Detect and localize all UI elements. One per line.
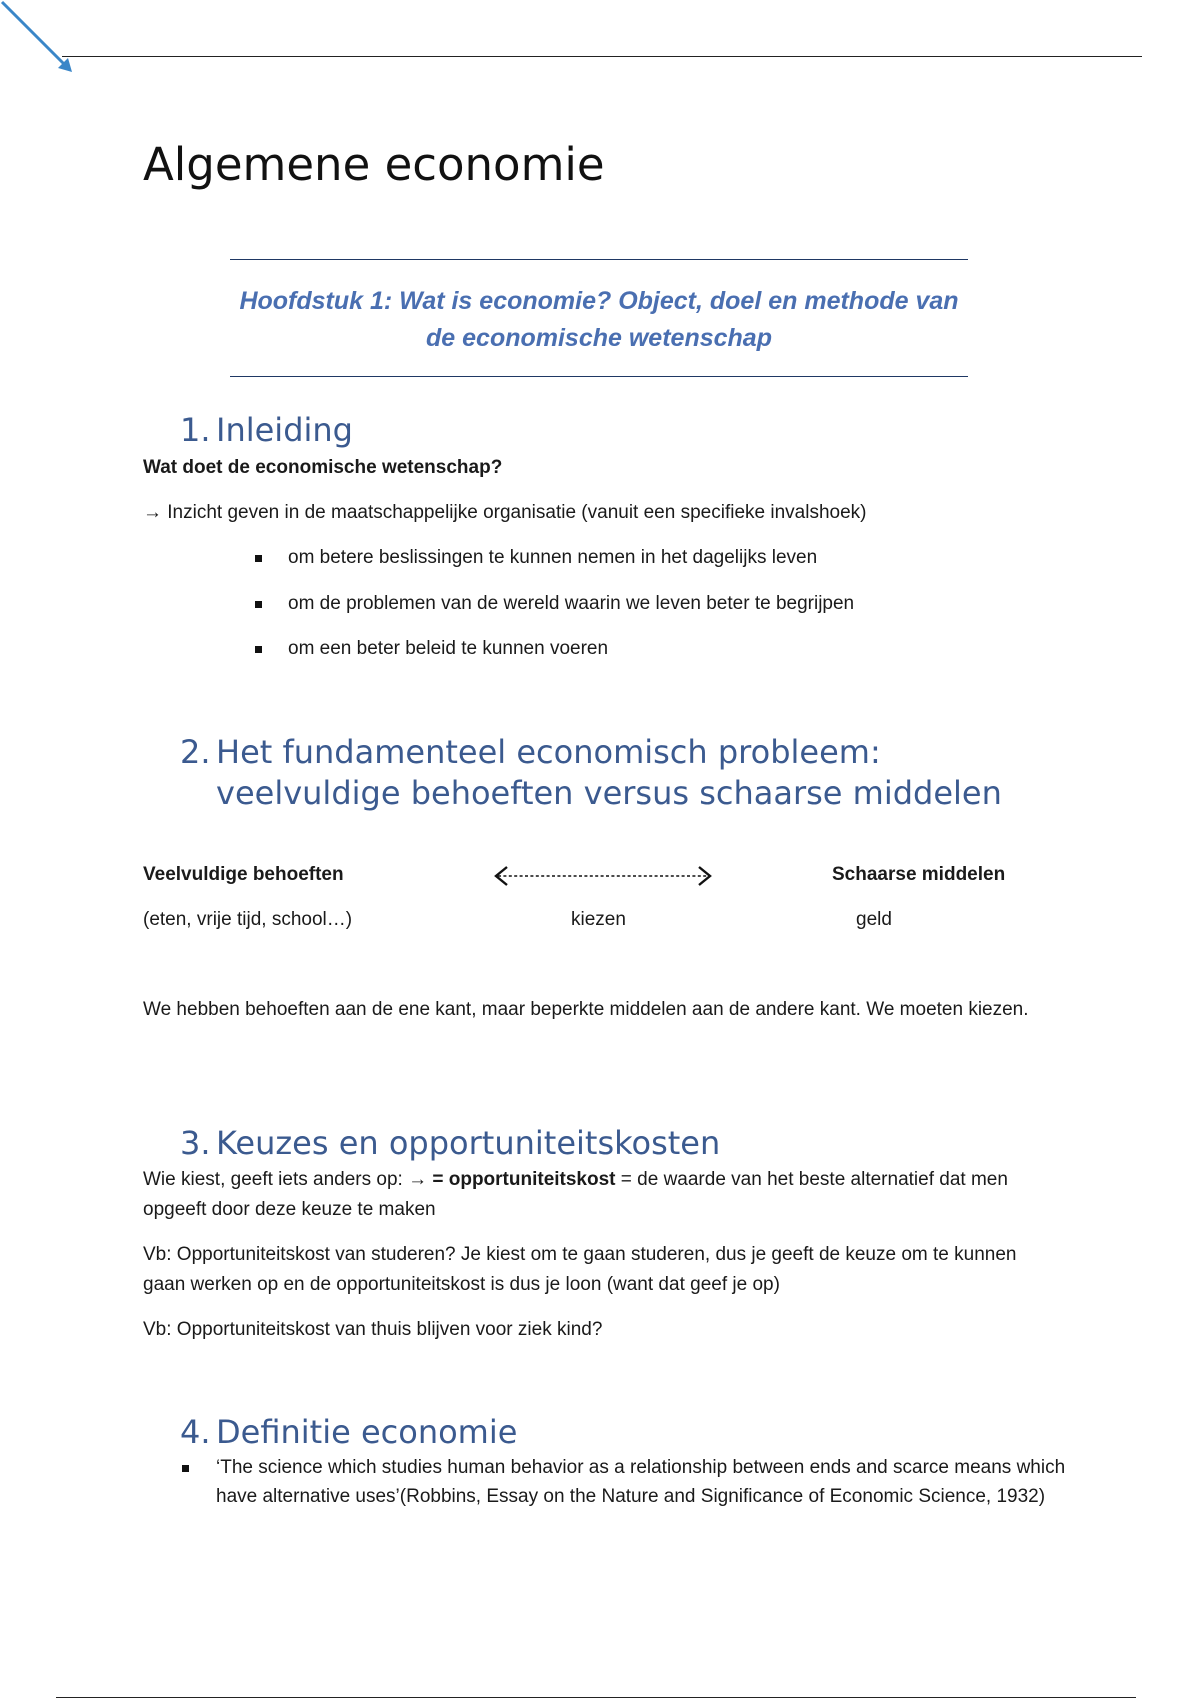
section-3-title: Keuzes en opportuniteitskosten	[216, 1124, 721, 1162]
section-3-paragraph-3: Vb: Opportuniteitskost van thuis blijven voor ziek kind?	[143, 1319, 603, 1340]
chapter-title-box	[230, 259, 968, 377]
section-1-title: Inleiding	[216, 411, 353, 449]
bullet-marker	[182, 1465, 189, 1472]
section-3-p1-suffix: = de waarde van het beste alternatief dat men opgeeft door deze keuze te maken	[143, 1169, 1008, 1220]
section-3-paragraph-2: Vb: Opportuniteitskost van studeren? Je kiest om te gaan studeren, dus je geeft de keuze om te kunnen gaan werken op en de opportuniteitskost is dus je loon (want dat geef je op)	[143, 1244, 1017, 1295]
corner-arrow-icon	[0, 0, 80, 80]
needs-examples: (eten, vrije tijd, school…)	[143, 909, 353, 930]
opportunity-cost-term: → = opportuniteitskost	[408, 1169, 616, 1190]
section-4-quote: ‘The science which studies human behavior as a relationship between ends and scarce means which have alternative uses’(Robbins, Essay on the Nature and Significance of Economic Science, 1932)	[216, 1457, 1066, 1507]
means-heading: Schaarse middelen	[832, 864, 1006, 885]
section-3-number: 3.	[180, 1124, 211, 1162]
section-2-paragraph: We hebben behoeften aan de ene kant, maar beperkte middelen aan de andere kant. We moeten kiezen.	[143, 999, 1029, 1020]
section-1-number: 1.	[180, 411, 211, 449]
bullet-marker	[255, 646, 262, 653]
section-1-bullet-1: om betere beslissingen te kunnen nemen in het dagelijks leven	[288, 547, 818, 568]
choose-label: kiezen	[571, 909, 626, 930]
means-example: geld	[856, 909, 892, 930]
needs-heading: Veelvuldige behoeften	[143, 864, 344, 885]
section-2-title-line2: veelvuldige behoeften versus schaarse middelen	[216, 774, 1002, 812]
chapter-title-line1: Hoofdstuk 1: Wat is economie? Object, doel en methode van	[239, 287, 959, 315]
section-3-paragraph-1	[143, 1165, 1043, 1225]
section-1-heading	[180, 410, 353, 451]
section-4-title: Definitie economie	[216, 1413, 518, 1451]
section-2-number: 2.	[180, 733, 211, 771]
section-1-bullet-2: om de problemen van de wereld waarin we leven beter te begrijpen	[288, 593, 855, 614]
section-3-p1-prefix: Wie kiest, geeft iets anders op:	[143, 1169, 409, 1190]
section-2-heading	[180, 732, 1002, 814]
bullet-marker	[255, 555, 262, 562]
section-4-heading	[180, 1412, 517, 1453]
document-title: Algemene economie	[143, 138, 605, 191]
double-arrow-icon	[492, 864, 714, 888]
chapter-title	[230, 283, 968, 357]
page-top-rule	[62, 56, 1142, 57]
section-2-title-line1: Het fundamenteel economisch probleem:	[216, 733, 881, 771]
section-4-number: 4.	[180, 1413, 211, 1451]
chapter-title-line2: de economische wetenschap	[426, 324, 772, 352]
page-bottom-rule	[56, 1697, 1136, 1698]
section-3-heading	[180, 1123, 720, 1164]
section-1-bullet-3: om een beter beleid te kunnen voeren	[288, 638, 609, 659]
section-1-question: Wat doet de economische wetenschap?	[143, 457, 503, 478]
bullet-marker	[255, 601, 262, 608]
section-1-arrow-line: → Inzicht geven in de maatschappelijke organisatie (vanuit een specifieke invalshoek)	[143, 502, 867, 523]
